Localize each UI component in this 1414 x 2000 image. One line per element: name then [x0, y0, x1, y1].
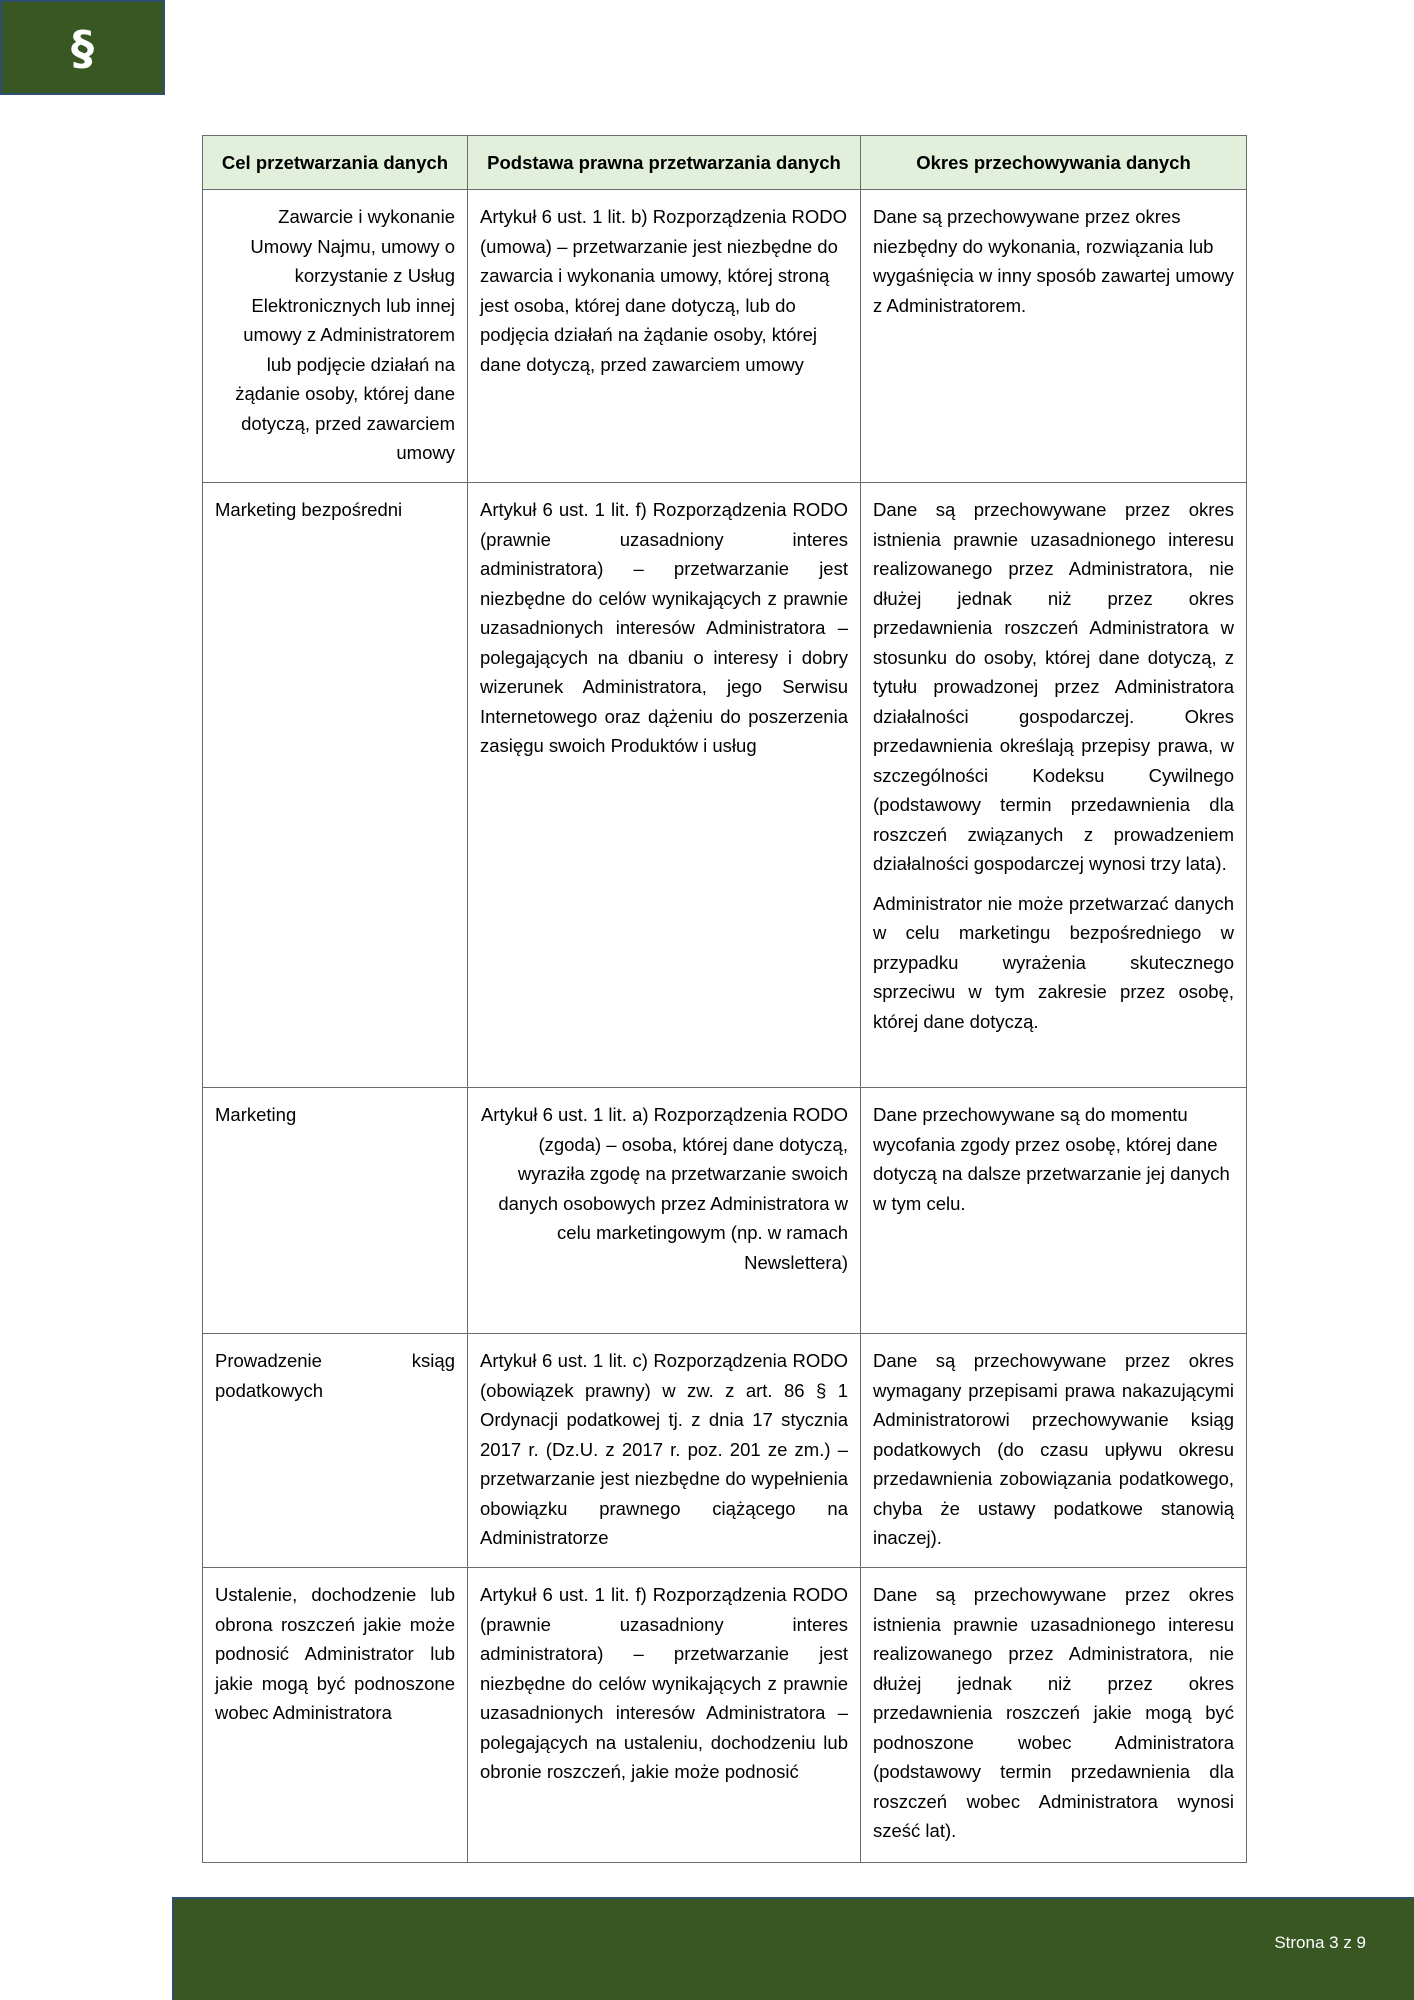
retention-text: Dane są przechowywane przez okres niezbędny do wykonania, rozwiązania lub wygaśnięcia w inny sposób zawartej umowy z Administratorem. [873, 206, 1234, 316]
column-header-legal-basis: Podstawa prawna przetwarzania danych [468, 136, 861, 190]
table-row [203, 1568, 1247, 1863]
cell-retention [861, 483, 1247, 1088]
cell-purpose: Marketing bezpośredni [203, 483, 468, 1088]
table-row [203, 483, 1247, 1088]
column-header-retention: Okres przechowywania danych [861, 136, 1247, 190]
paragraph-symbol-icon: § [71, 20, 94, 75]
data-processing-table [202, 135, 1247, 1863]
retention-text: Dane są przechowywane przez okres wymagany przepisami prawa nakazującymi Administratorowi przechowywanie ksiąg podatkowych (do czasu upływu okresu przedawnienia zobowiązania podatkowego, chyba że ustawy podatkowe stanowią inaczej). [873, 1350, 1234, 1548]
table-header-row [203, 136, 1247, 190]
retention-text: Dane są przechowywane przez okres istnienia prawnie uzasadnionego interesu realizowanego przez Administratora, nie dłużej jednak niż przez okres przedawnienia roszczeń Administratora w stosunku do osoby, której dane dotyczą, z tytułu prowadzonej przez Administratora działalności gospodarczej. Okres przedawnienia określają przepisy prawa, w szczególności Kodeksu Cywilnego (podstawowy termin przedawnienia dla roszczeń związanych z prowadzeniem działalności gospodarczej wynosi trzy lata). [873, 499, 1234, 874]
cell-legal-basis: Artykuł 6 ust. 1 lit. c) Rozporządzenia RODO (obowiązek prawny) w zw. z art. 86 § 1 Ordynacji podatkowej tj. z dnia 17 stycznia 2017 r. (Dz.U. z 2017 r. poz. 201 ze zm.) – przetwarzanie jest niezbędne do wypełnienia obowiązku prawnego ciążącego na Administratorze [468, 1334, 861, 1568]
cell-retention [861, 1334, 1247, 1568]
cell-retention [861, 1088, 1247, 1334]
cell-retention [861, 1568, 1247, 1863]
retention-text: Dane są przechowywane przez okres istnienia prawnie uzasadnionego interesu realizowanego przez Administratora, nie dłużej jednak niż przez okres przedawnienia roszczeń jakie mogą być podnoszone wobec Administratora (podstawowy termin przedawnienia dla roszczeń wobec Administratora wynosi sześć lat). [873, 1584, 1234, 1841]
page-number: Strona 3 z 9 [1274, 1933, 1366, 1952]
cell-legal-basis: Artykuł 6 ust. 1 lit. f) Rozporządzenia RODO (prawnie uzasadniony interes administratora) – przetwarzanie jest niezbędne do celów wynikających z prawnie uzasadnionych interesów Administratora – polegających na ustaleniu, dochodzeniu lub obronie roszczeń, jakie może podnosić [468, 1568, 861, 1863]
cell-legal-basis: Artykuł 6 ust. 1 lit. f) Rozporządzenia RODO (prawnie uzasadniony interes administratora) – przetwarzanie jest niezbędne do celów wynikających z prawnie uzasadnionych interesów Administratora – polegających na dbaniu o interesy i dobry wizerunek Administratora, jego Serwisu Internetowego oraz dążeniu do poszerzenia zasięgu swoich Produktów i usług [468, 483, 861, 1088]
page-footer [172, 1897, 1414, 2000]
cell-purpose: Marketing [203, 1088, 468, 1334]
cell-retention [861, 190, 1247, 483]
cell-purpose: Ustalenie, dochodzenie lub obrona roszczeń jakie może podnosić Administrator lub jakie mogą być podnoszone wobec Administratora [203, 1568, 468, 1863]
cell-legal-basis: Artykuł 6 ust. 1 lit. b) Rozporządzenia RODO (umowa) – przetwarzanie jest niezbędne do zawarcia i wykonania umowy, której stroną jest osoba, której dane dotyczą, lub do podjęcia działań na żądanie osoby, której dane dotyczą, przed zawarciem umowy [468, 190, 861, 483]
table-row [203, 1088, 1247, 1334]
table-row [203, 1334, 1247, 1568]
retention-text: Dane przechowywane są do momentu wycofania zgody przez osobę, której dane dotyczą na dalsze przetwarzanie jej danych w tym celu. [873, 1104, 1230, 1214]
cell-purpose: Zawarcie i wykonanie Umowy Najmu, umowy o korzystanie z Usług Elektronicznych lub innej umowy z Administratorem lub podjęcie działań na żądanie osoby, której dane dotyczą, przed zawarciem umowy [203, 190, 468, 483]
column-header-purpose: Cel przetwarzania danych [203, 136, 468, 190]
table-row [203, 190, 1247, 483]
section-logo [0, 0, 165, 95]
cell-legal-basis: Artykuł 6 ust. 1 lit. a) Rozporządzenia RODO (zgoda) – osoba, której dane dotyczą, wyraziła zgodę na przetwarzanie swoich danych osobowych przez Administratora w celu marketingowym (np. w ramach Newslettera) [468, 1088, 861, 1334]
retention-note: Administrator nie może przetwarzać danych w celu marketingu bezpośredniego w przypadku wyrażenia skutecznego sprzeciwu w tym zakresie przez osobę, której dane dotyczą. [873, 892, 1234, 1032]
cell-purpose: Prowadzenie ksiąg podatkowych [203, 1334, 468, 1568]
